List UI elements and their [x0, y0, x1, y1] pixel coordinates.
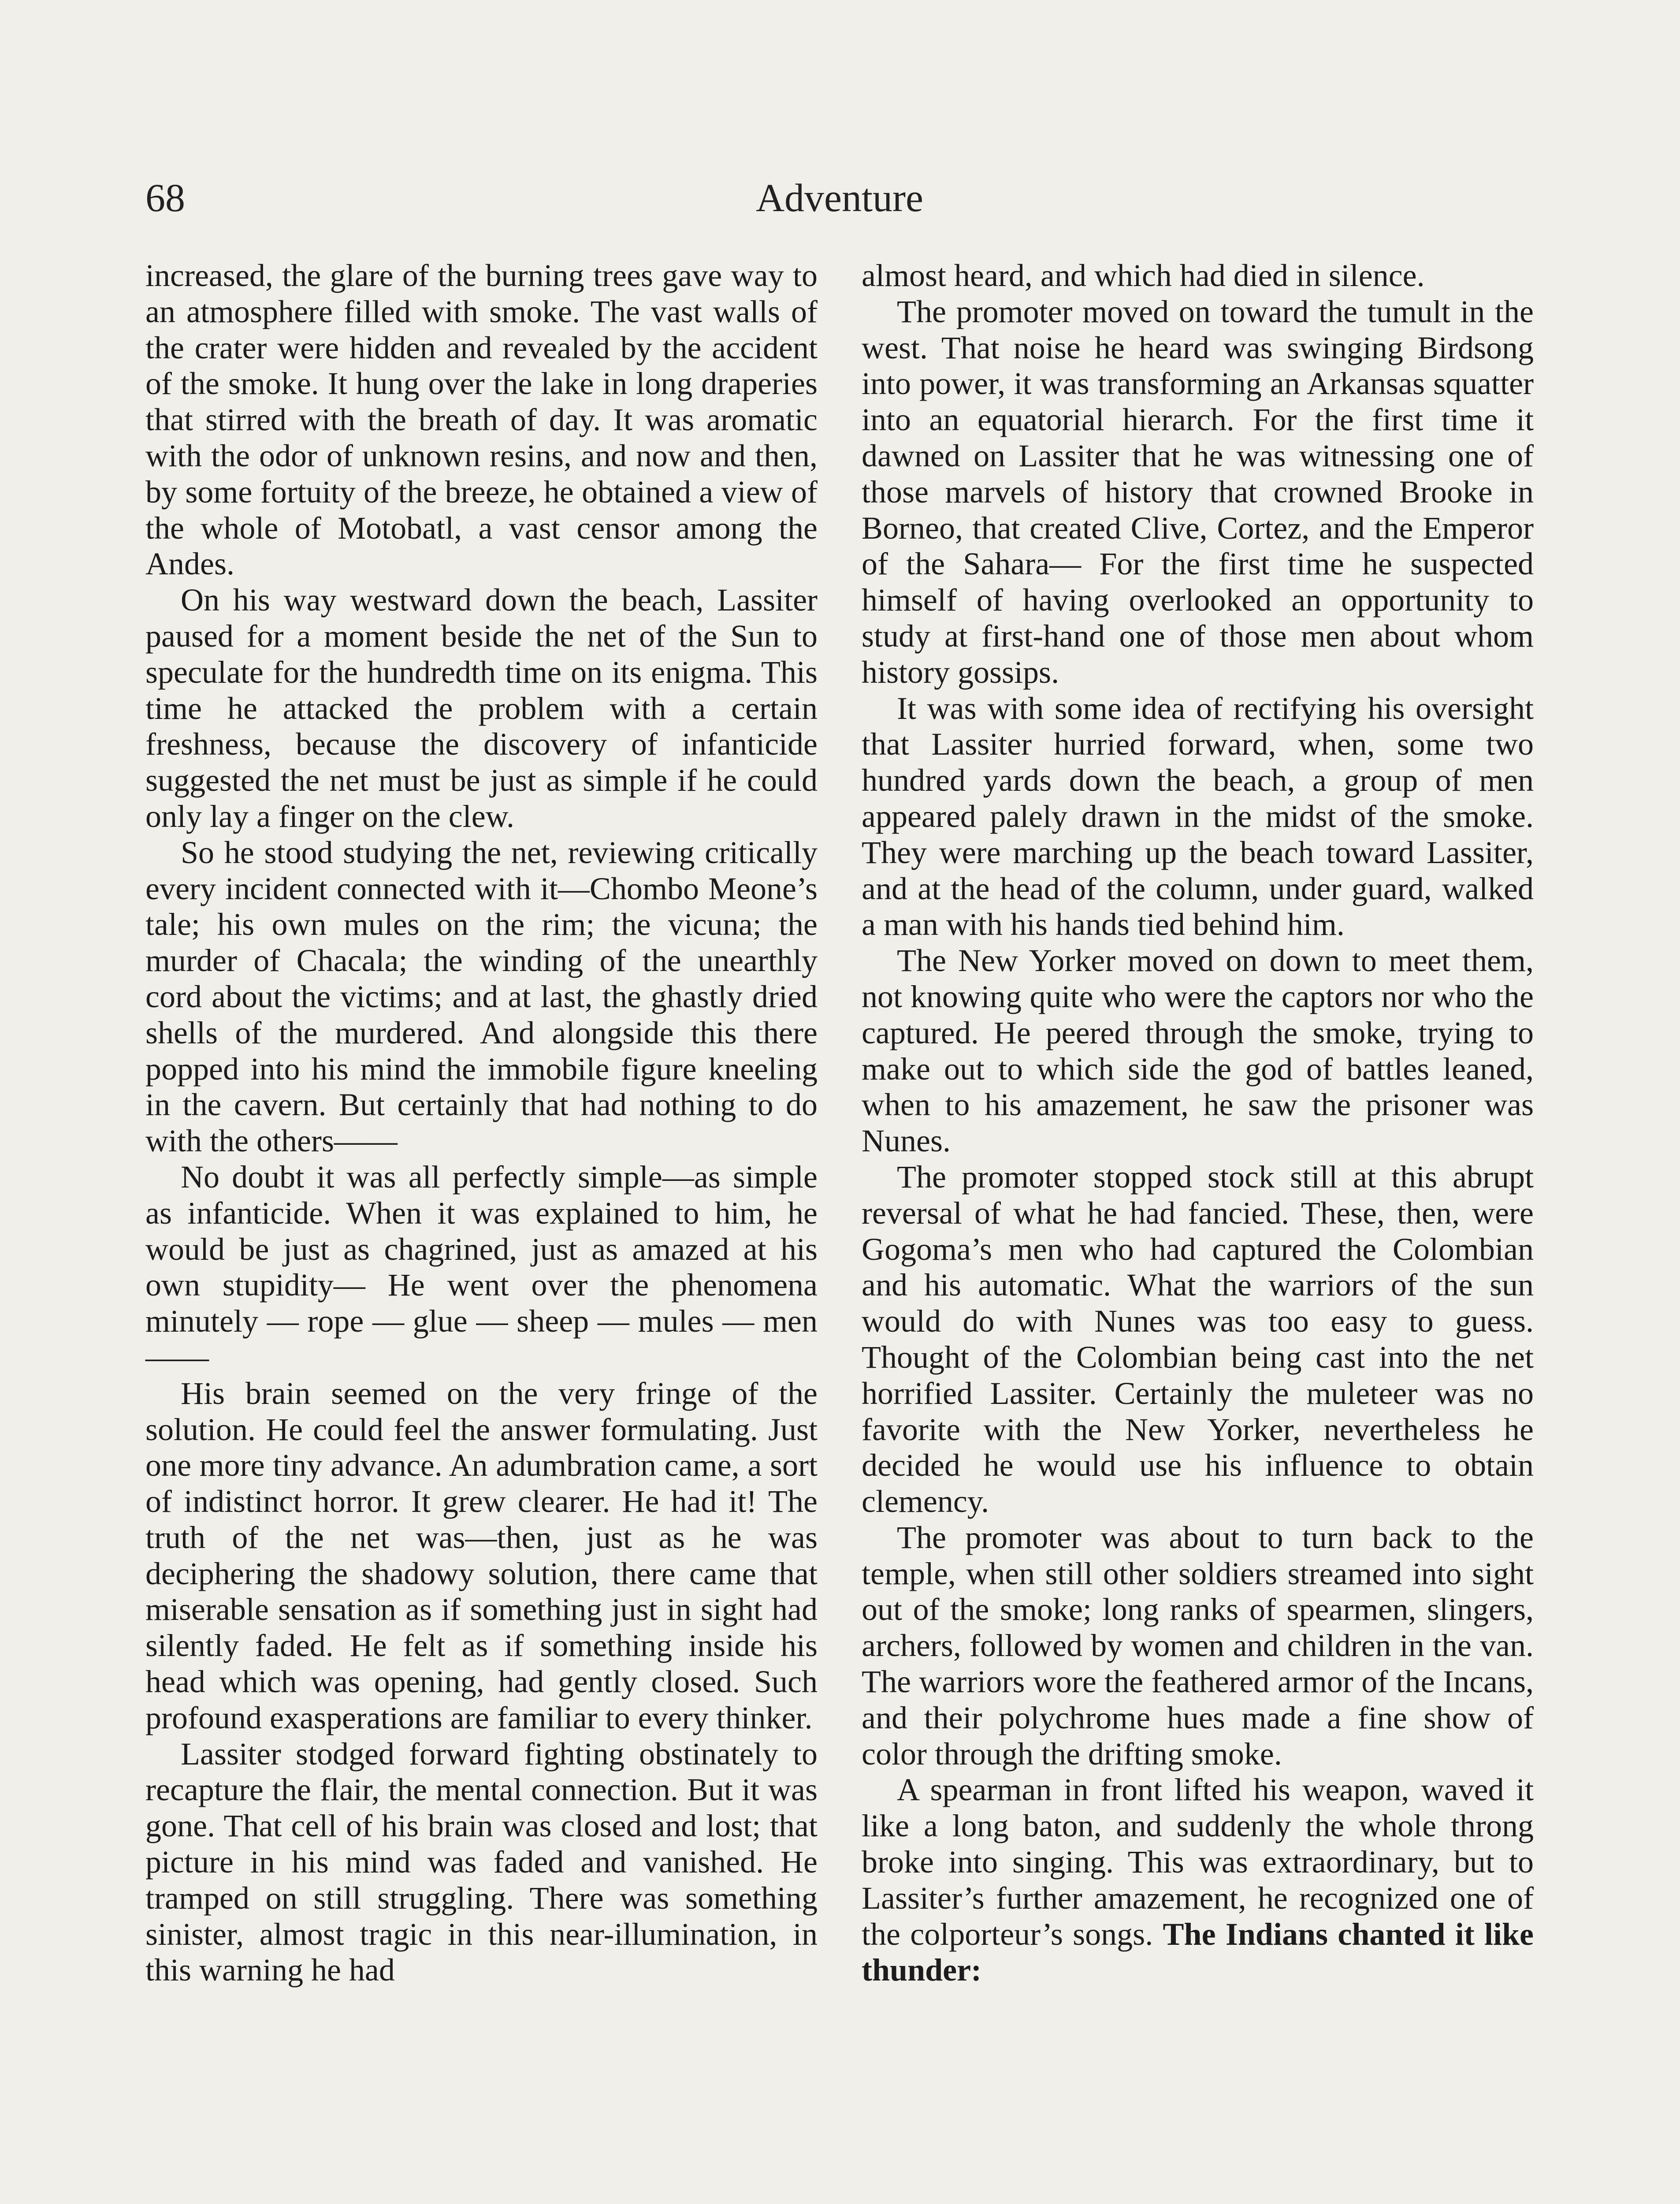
page-header — [145, 168, 1534, 229]
paragraph: It was with some idea of rectifying his oversight that Lassiter hurried forward, when, some two hundred yards down the beach, a group of men appeared palely drawn in the midst of the smoke. They were marching up the beach toward Lassiter, and at the head of the column, under guard, walked a man with his hands tied behind him. — [862, 690, 1534, 942]
paragraph: almost heard, and which had died in silence. — [862, 258, 1425, 293]
left-text-column — [145, 258, 818, 1988]
paragraph: The promoter stopped stock still at this abrupt reversal of what he had fancied. These, then, were Gogoma’s men who had captured the Colombian and his automatic. What the warriors of the sun would do with Nunes was too easy to guess. Thought of the Colombian being cast into the net horrified Lassiter. Certainly the muleteer was no favorite with the New Yorker, nevertheless he decided he would use his influence to obtain clemency. — [862, 1159, 1534, 1519]
paragraph: increased, the glare of the burning trees gave way to an atmosphere filled with smoke. The vast walls of the crater were hidden and revealed by the accident of the smoke. It hung over the lake in long draperies that stirred with the breath of day. It was aromatic with the odor of unknown resins, and now and then, by some fortuity of the breeze, he obtained a view of the whole of Motobatl, a vast censor among the Andes. — [145, 258, 818, 582]
paragraph: On his way westward down the beach, Lassiter paused for a moment beside the net of the Sun to speculate for the hundredth time on its enigma. This time he attacked the problem with a certain freshness, because the discovery of infanticide suggested the net must be just as simple if he could only lay a finger on the clew. — [145, 582, 818, 834]
paragraph: The promoter was about to turn back to the temple, when still other soldiers streamed into sight out of the smoke; long ranks of spearmen, slingers, archers, followed by women and children in the van. The warriors wore the feathered armor of the Incans, and their polychrome hues made a fine show of color through the drifting smoke. — [862, 1519, 1534, 1772]
paragraph: The promoter moved on toward the tumult in the west. That noise he heard was swinging Birdsong into power, it was transforming an Arkansas squatter into an equatorial hierarch. For the first time it dawned on Lassiter that he was witnessing one of those marvels of history that crowned Brooke in Borneo, that created Clive, Cortez, and the Emperor of the Sahara— For the first time he suspected himself of having overlooked an opportunity to study at first-hand one of those men about whom history gossips. — [862, 294, 1534, 690]
paragraph: The New Yorker moved on down to meet them, not knowing quite who were the captors nor who the captured. He peered through the smoke, trying to make out to which side the god of battles leaned, when to his amazement, he saw the prisoner was Nunes. — [862, 943, 1534, 1159]
paragraph: So he stood studying the net, reviewing critically every incident connected with it—Chombo Meone’s tale; his own mules on the rim; the vicuna; the murder of Chacala; the winding of the unearthly cord about the victims; and at last, the ghastly dried shells of the murdered. And alongside this there popped into his mind the immobile figure kneeling in the cavern. But certainly that had nothing to do with the others—— — [145, 834, 818, 1159]
running-title: Adventure — [756, 176, 923, 220]
paragraph — [862, 1772, 1534, 1988]
bold-text: The Indians chanted it like thunder: — [862, 1916, 1534, 1988]
paragraph: No doubt it was all perfectly simple—as simple as infanticide. When it was explained to him, he would be just as chagrined, just as amazed at his own stupidity— He went over the phenomena minutely — rope — glue — sheep — mules — men—— — [145, 1159, 818, 1375]
paragraph: Lassiter stodged forward fighting obstinately to recapture the flair, the mental connection. But it was gone. That cell of his brain was closed and lost; that picture in his mind was faded and vanished. He tramped on still struggling. There was something sinister, almost tragic in this near-illumination, in this warning he had — [145, 1736, 818, 1988]
paragraph-text: A spearman in front lifted his weapon, waved it like a long baton, and suddenly the whole throng broke into singing. This was extraordinary, but to Lassiter’s further amazement, he recognized one of the colporteur’s songs. — [862, 1772, 1534, 1952]
right-text-column — [862, 258, 1534, 1988]
page-number: 68 — [145, 176, 185, 220]
paragraph: His brain seemed on the very fringe of the solution. He could feel the answer formulating. Just one more tiny advance. An adumbration came, a sort of indistinct horror. It grew clearer. He had it! The truth of the net was—then, just as he was deciphering the shadowy solution, there came that miserable sensation as if something just in sight had silently faded. He felt as if something inside his head which was opening, had gently closed. Such profound exasperations are familiar to every thinker. — [145, 1375, 818, 1735]
